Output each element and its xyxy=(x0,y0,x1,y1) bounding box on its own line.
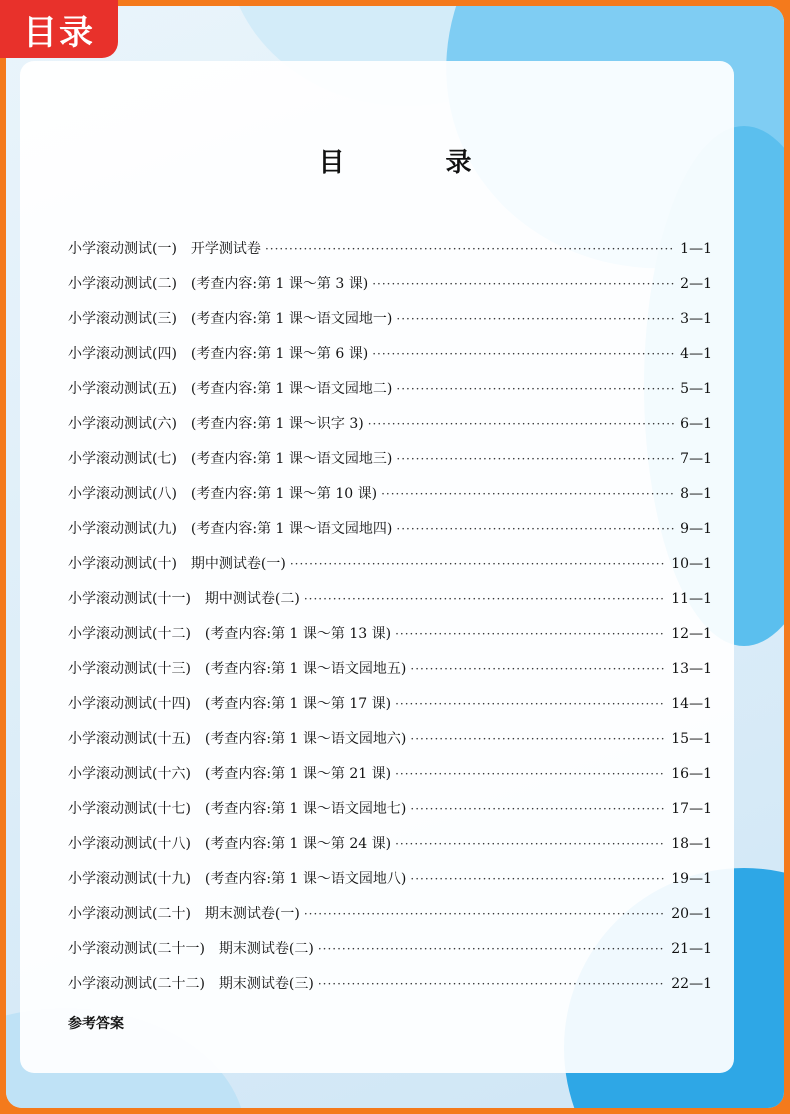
toc-entry-page: 6—1 xyxy=(680,416,712,432)
toc-entry-label: 小学滚动测试(十七) (考查内容:第 1 课～语文园地七) xyxy=(68,801,407,817)
dot-leader xyxy=(395,767,665,781)
toc-entry[interactable] xyxy=(68,973,712,1008)
toc-entry-page: 16—1 xyxy=(671,766,712,782)
toc-entry[interactable] xyxy=(68,938,712,973)
toc-entry[interactable] xyxy=(68,273,712,308)
toc-entry-label: 小学滚动测试(六) (考查内容:第 1 课～识字 3) xyxy=(68,416,364,432)
toc-entry-label: 小学滚动测试(十三) (考查内容:第 1 课～语文园地五) xyxy=(68,661,407,677)
toc-entry[interactable] xyxy=(68,763,712,798)
dot-leader xyxy=(410,732,665,746)
dot-leader xyxy=(290,557,665,571)
toc-entry[interactable] xyxy=(68,518,712,553)
dot-leader xyxy=(396,312,674,326)
toc-entry[interactable] xyxy=(68,588,712,623)
toc-entry[interactable] xyxy=(68,693,712,728)
dot-leader xyxy=(410,872,665,886)
toc-entry-page: 7—1 xyxy=(680,451,712,467)
toc-entry-page: 12—1 xyxy=(671,626,712,642)
dot-leader xyxy=(368,417,674,431)
toc-entry-label: 小学滚动测试(八) (考查内容:第 1 课～第 10 课) xyxy=(68,486,378,502)
toc-entry-label: 小学滚动测试(四) (考查内容:第 1 课～第 6 课) xyxy=(68,346,369,362)
toc-entry[interactable] xyxy=(68,483,712,518)
toc-entry[interactable] xyxy=(68,658,712,693)
toc-entry-label: 小学滚动测试(二) (考查内容:第 1 课～第 3 课) xyxy=(68,276,369,292)
toc-entry-page: 14—1 xyxy=(671,696,712,712)
toc-entry-label: 小学滚动测试(七) (考查内容:第 1 课～语文园地三) xyxy=(68,451,393,467)
dot-leader xyxy=(410,662,665,676)
toc-entry-label: 小学滚动测试(五) (考查内容:第 1 课～语文园地二) xyxy=(68,381,393,397)
toc-entry-label: 小学滚动测试(十八) (考查内容:第 1 课～第 24 课) xyxy=(68,836,392,852)
toc-entry-label: 小学滚动测试(十五) (考查内容:第 1 课～语文园地六) xyxy=(68,731,407,747)
toc-entry-page: 9—1 xyxy=(680,521,712,537)
toc-entry-label: 小学滚动测试(十六) (考查内容:第 1 课～第 21 课) xyxy=(68,766,392,782)
toc-entry[interactable] xyxy=(68,728,712,763)
toc-entry-page: 22—1 xyxy=(671,976,712,992)
answer-key-link[interactable]: 参考答案 xyxy=(68,1016,124,1032)
dot-leader xyxy=(395,837,665,851)
toc-entry-label: 小学滚动测试(十九) (考查内容:第 1 课～语文园地八) xyxy=(68,871,407,887)
toc-entry[interactable] xyxy=(68,378,712,413)
toc-entry-page: 17—1 xyxy=(671,801,712,817)
dot-leader xyxy=(410,802,665,816)
toc-entry-page: 21—1 xyxy=(671,941,712,957)
toc-entry-page: 15—1 xyxy=(671,731,712,747)
toc-entry-page: 11—1 xyxy=(671,591,712,607)
dot-leader xyxy=(304,907,665,921)
dot-leader xyxy=(304,592,665,606)
toc-entry[interactable] xyxy=(68,798,712,833)
toc-entry-page: 2—1 xyxy=(680,276,712,292)
toc-entry-label: 小学滚动测试(十四) (考查内容:第 1 课～第 17 课) xyxy=(68,696,392,712)
toc-entry-page: 18—1 xyxy=(671,836,712,852)
toc-entry-page: 8—1 xyxy=(680,486,712,502)
page-title: 目 录 xyxy=(318,148,518,178)
toc-entry[interactable] xyxy=(68,868,712,903)
toc-entry[interactable] xyxy=(68,308,712,343)
toc-entry-page: 5—1 xyxy=(680,381,712,397)
toc-entry-page: 13—1 xyxy=(671,661,712,677)
toc-entry-page: 4—1 xyxy=(680,346,712,362)
section-badge: 目录 xyxy=(0,0,118,58)
toc-entry-page: 10—1 xyxy=(671,556,712,572)
dot-leader xyxy=(395,627,665,641)
dot-leader xyxy=(396,452,674,466)
toc-entry-label: 小学滚动测试(十一) 期中测试卷(二) xyxy=(68,591,300,607)
toc-entry-label: 小学滚动测试(二十一) 期末测试卷(二) xyxy=(68,941,314,957)
toc-entry-label: 小学滚动测试(九) (考查内容:第 1 课～语文园地四) xyxy=(68,521,393,537)
dot-leader xyxy=(395,697,665,711)
toc-entry[interactable] xyxy=(68,448,712,483)
dot-leader xyxy=(318,942,665,956)
toc-entry-label: 小学滚动测试(二十二) 期末测试卷(三) xyxy=(68,976,314,992)
toc-entry-label: 小学滚动测试(三) (考查内容:第 1 课～语文园地一) xyxy=(68,311,393,327)
toc-entry[interactable] xyxy=(68,553,712,588)
toc-entry[interactable] xyxy=(68,833,712,868)
dot-leader xyxy=(318,977,665,991)
dot-leader xyxy=(372,277,674,291)
dot-leader xyxy=(396,382,674,396)
toc-entry-page: 19—1 xyxy=(671,871,712,887)
toc-entry-label: 小学滚动测试(十) 期中测试卷(一) xyxy=(68,556,286,572)
dot-leader xyxy=(396,522,674,536)
toc-entry-label: 小学滚动测试(二十) 期末测试卷(一) xyxy=(68,906,300,922)
toc-entry-page: 3—1 xyxy=(680,311,712,327)
toc-entry[interactable] xyxy=(68,238,712,273)
dot-leader xyxy=(381,487,674,501)
toc-entry-label: 小学滚动测试(十二) (考查内容:第 1 课～第 13 课) xyxy=(68,626,392,642)
toc-entry[interactable] xyxy=(68,343,712,378)
toc-entry[interactable] xyxy=(68,903,712,938)
toc-entry-page: 1—1 xyxy=(680,241,712,257)
table-of-contents xyxy=(68,238,712,1008)
toc-entry[interactable] xyxy=(68,413,712,448)
toc-entry-page: 20—1 xyxy=(671,906,712,922)
toc-entry-label: 小学滚动测试(一) 开学测试卷 xyxy=(68,241,261,257)
dot-leader xyxy=(372,347,674,361)
toc-entry[interactable] xyxy=(68,623,712,658)
dot-leader xyxy=(265,242,674,256)
